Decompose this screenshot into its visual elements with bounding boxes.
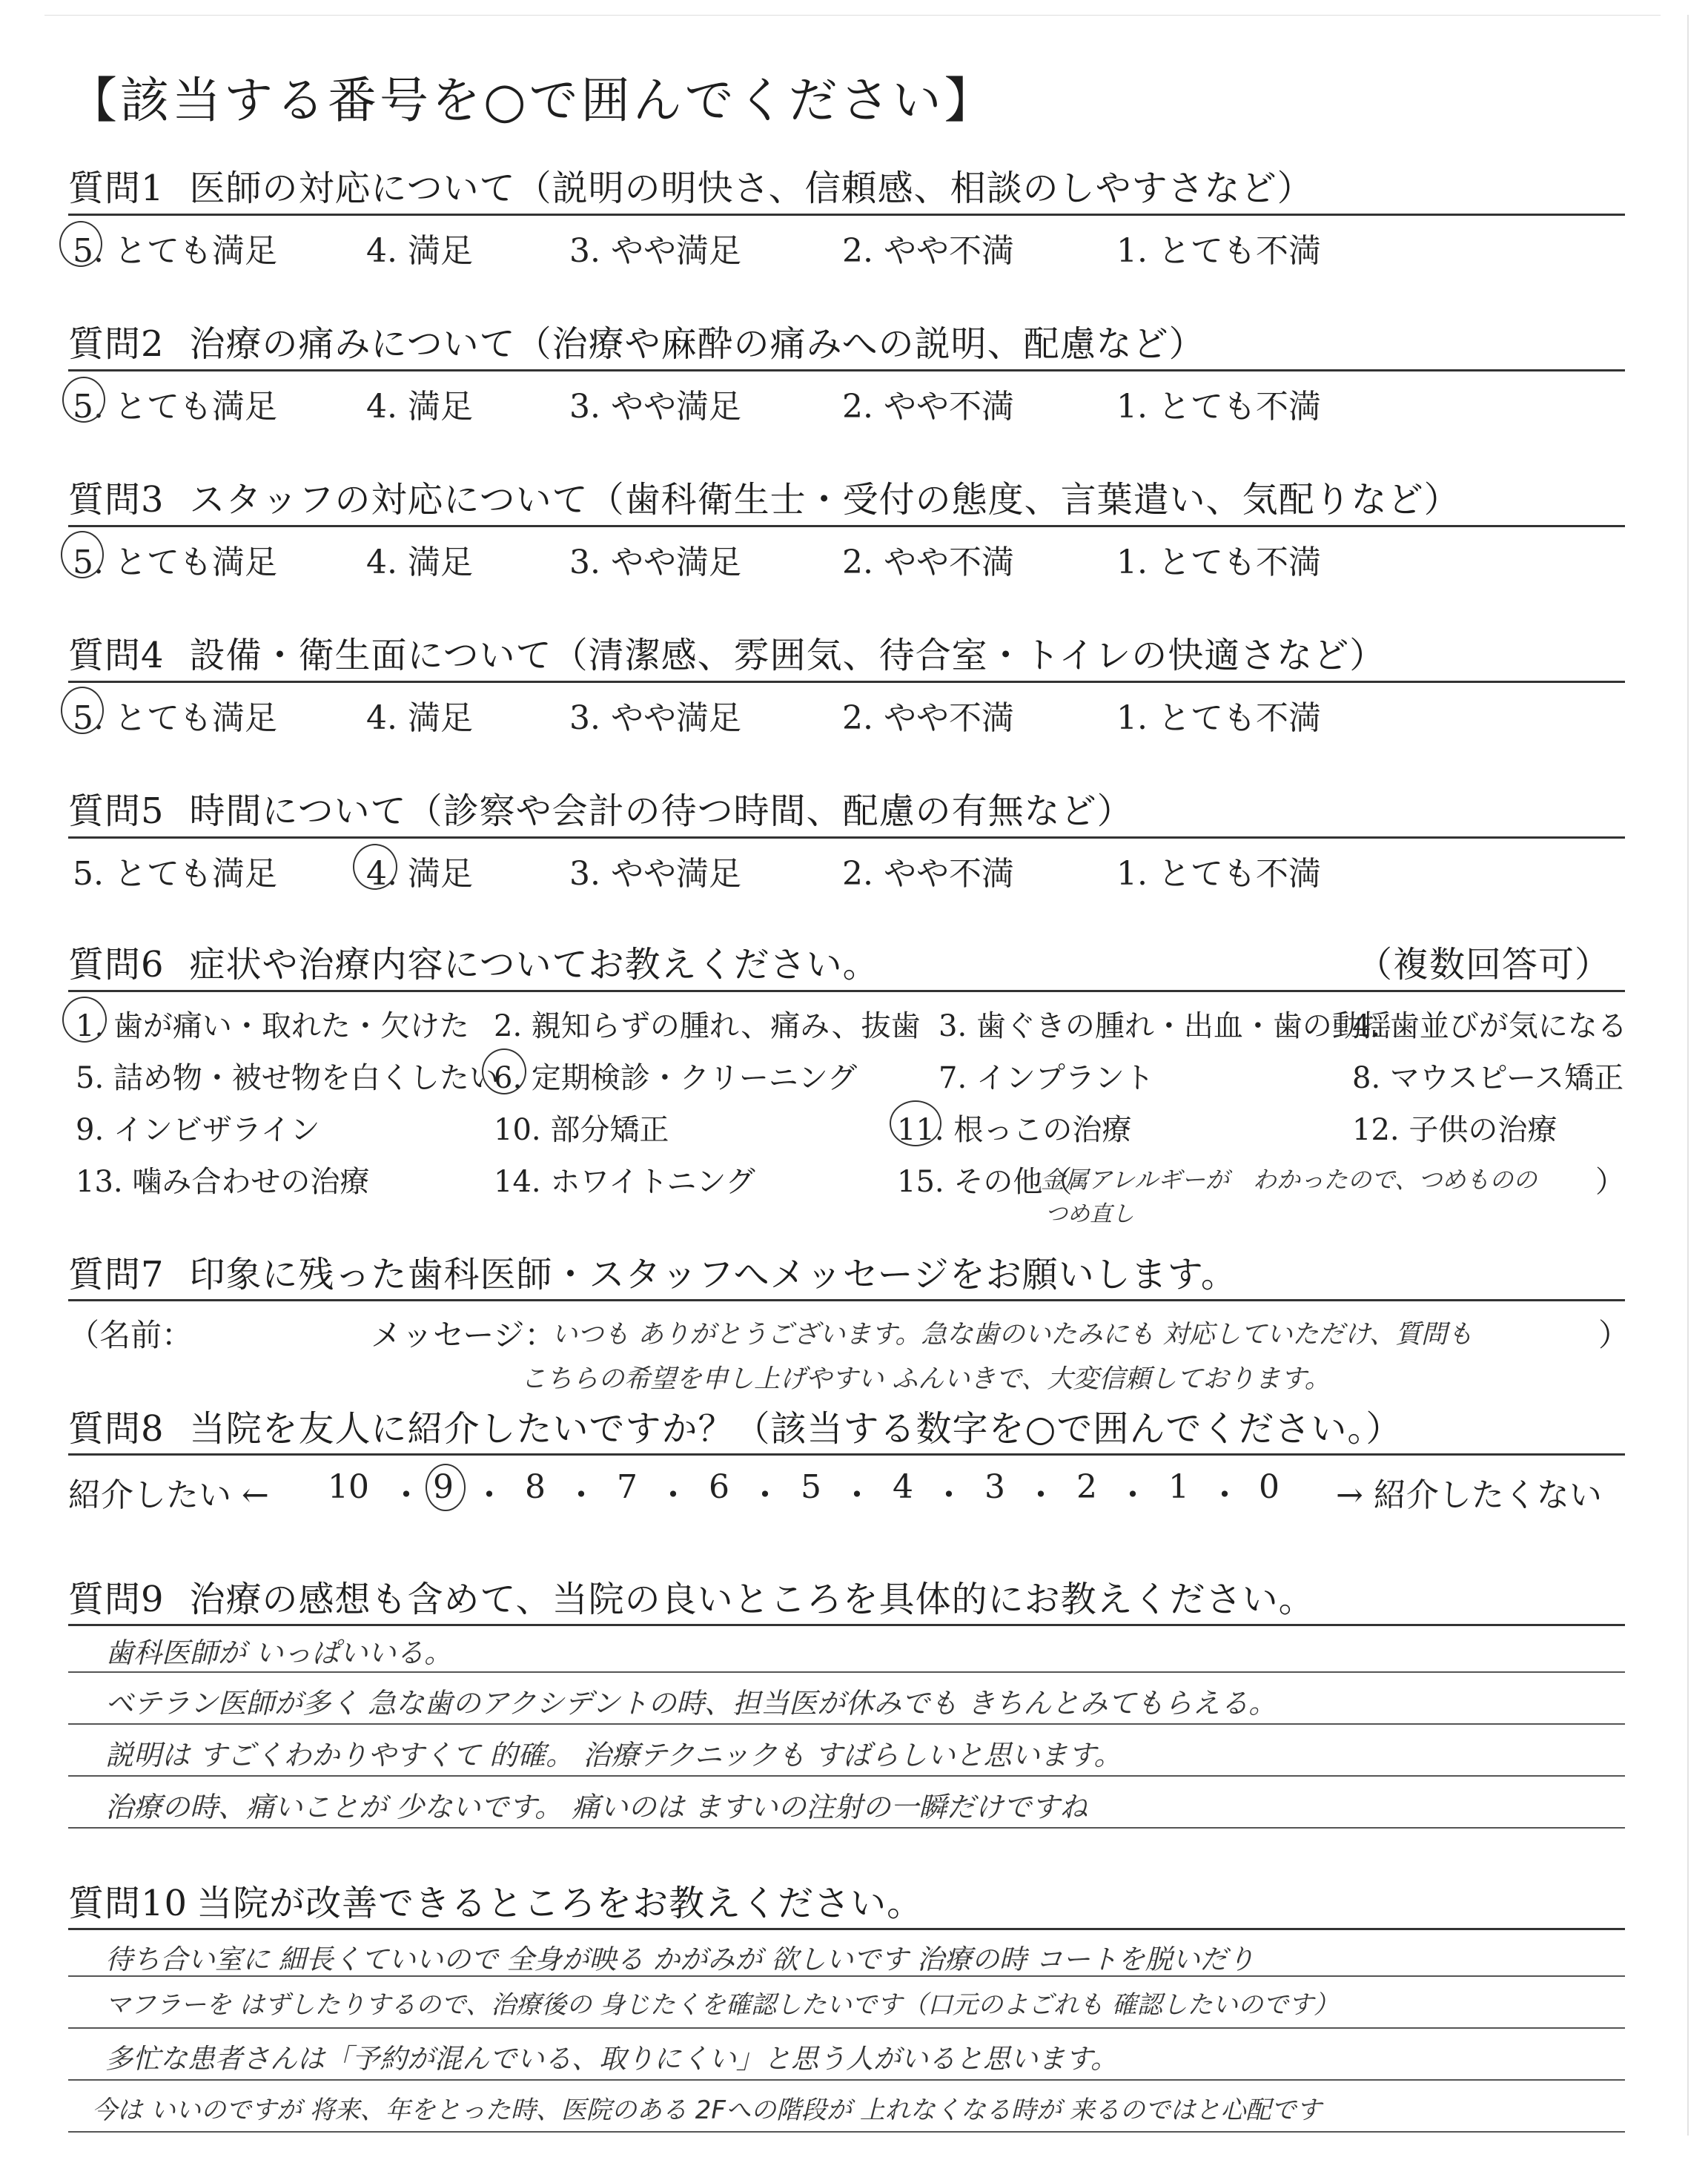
question-4-options bbox=[68, 691, 1551, 736]
question-2-text: 治療の痛みについて（治療や麻酔の痛みへの説明、配慮など） bbox=[189, 323, 1205, 365]
scale-2[interactable]: 2 bbox=[1076, 1468, 1097, 1506]
question-6-text: 症状や治療内容についてお教えください。 bbox=[189, 944, 879, 985]
question-1-heading bbox=[68, 159, 1314, 211]
scan-edge-top bbox=[44, 15, 1661, 16]
symptom-item-7[interactable]: 7. インプラント bbox=[939, 1061, 1154, 1095]
q9-answer-line-1: 歯科医師が いっぱいいる。 bbox=[105, 1636, 453, 1669]
q9-answer-line-3: 説明は すごくわかりやすくて 的確。 治療テクニックも すばらしいと思います。 bbox=[105, 1739, 1122, 1771]
symptom-item-11[interactable]: 11. 根っこの治療 bbox=[897, 1113, 1132, 1147]
scale-7[interactable]: 7 bbox=[617, 1468, 638, 1506]
scale-dot: ・ bbox=[565, 1476, 598, 1514]
q10-writing-line bbox=[68, 2079, 1625, 2081]
scale-3[interactable]: 3 bbox=[984, 1468, 1005, 1506]
question-5-number: 質問5 bbox=[68, 790, 165, 832]
q4-option-4[interactable]: 4. 満足 bbox=[366, 699, 473, 737]
question-3-options bbox=[68, 535, 1551, 580]
q9-writing-line bbox=[68, 1671, 1625, 1673]
q3-option-1[interactable]: 1. とても不満 bbox=[1116, 544, 1321, 581]
question-9-number: 質問9 bbox=[68, 1579, 165, 1620]
q7-message-handwritten-2: こちらの希望を申し上げやすい ふんいきで、大変信頼しております。 bbox=[520, 1364, 1331, 1394]
scale-dot: ・ bbox=[473, 1476, 506, 1514]
scale-9[interactable]: 9 bbox=[433, 1468, 454, 1506]
q2-option-3[interactable]: 3. やや満足 bbox=[569, 388, 741, 426]
q3-selection-circle bbox=[61, 531, 104, 578]
symptom-item-12[interactable]: 12. 子供の治療 bbox=[1352, 1113, 1558, 1147]
question-3-text: スタッフの対応について（歯科衛生士・受付の態度、言葉遣い、気配りなど） bbox=[189, 479, 1460, 521]
scale-9-selection-circle bbox=[426, 1464, 466, 1511]
q10-writing-line bbox=[68, 1975, 1625, 1977]
q7-close-paren: ） bbox=[1598, 1317, 1630, 1353]
question-9-text: 治療の感想も含めて、当院の良いところを具体的にお教えください。 bbox=[189, 1579, 1315, 1620]
q3-option-2[interactable]: 2. やや不満 bbox=[842, 544, 1014, 581]
question-4-rule bbox=[68, 681, 1625, 683]
q1-option-5[interactable]: 5. とても満足 bbox=[73, 232, 277, 270]
q10-answer-line-3: 多忙な患者さんは「予約が混んでいる、取りにくい」と思う人がいると思います。 bbox=[105, 2043, 1119, 2075]
q4-option-1[interactable]: 1. とても不満 bbox=[1116, 699, 1321, 737]
scale-6[interactable]: 6 bbox=[709, 1468, 729, 1506]
q1-selection-circle bbox=[59, 221, 102, 267]
question-1-rule bbox=[68, 214, 1625, 216]
question-2-heading bbox=[68, 315, 1205, 366]
scale-dot: ・ bbox=[841, 1476, 873, 1514]
q2-option-1[interactable]: 1. とても不満 bbox=[1116, 388, 1321, 426]
q5-option-1[interactable]: 1. とても不満 bbox=[1116, 855, 1321, 893]
q7-message-handwritten-1: いつも ありがとうございます。急な歯のいたみにも 対応していただけ、質問も bbox=[552, 1320, 1474, 1350]
page-title: 【該当する番号を○で囲んでください】 bbox=[68, 72, 996, 129]
symptom-other-handwritten-2: つめ直し bbox=[1045, 1201, 1134, 1227]
question-6-heading bbox=[68, 936, 879, 987]
symptom-item-8[interactable]: 8. マウスピース矯正 bbox=[1352, 1061, 1624, 1095]
question-8-text: 当院を友人に紹介したいですか？（該当する数字を○で囲んでください。） bbox=[189, 1408, 1403, 1450]
question-6-number: 質問6 bbox=[68, 944, 165, 985]
question-1-text: 医師の対応について（説明の明快さ、信頼感、相談のしやすさなど） bbox=[189, 168, 1314, 209]
question-9-rule bbox=[68, 1624, 1625, 1626]
symptom-item-15-other[interactable]: 15. その他（ bbox=[897, 1165, 1073, 1199]
scale-1[interactable]: 1 bbox=[1168, 1468, 1189, 1506]
q3-option-3[interactable]: 3. やや満足 bbox=[569, 544, 741, 581]
question-2-options bbox=[68, 380, 1551, 424]
question-7-rule bbox=[68, 1299, 1625, 1301]
q7-name-label: （名前： bbox=[68, 1317, 193, 1353]
scale-dot: ・ bbox=[657, 1476, 689, 1514]
q2-option-5[interactable]: 5. とても満足 bbox=[73, 388, 277, 426]
q10-answer-line-2: マフラーを はずしたりするので、治療後の 身じたくを確認したいです（口元のよごれも 確認したいのです） bbox=[105, 1990, 1339, 2020]
symptom-1-selection-circle bbox=[62, 997, 107, 1043]
scale-dot: ・ bbox=[749, 1476, 781, 1514]
q1-option-2[interactable]: 2. やや不満 bbox=[842, 232, 1014, 270]
q5-option-2[interactable]: 2. やや不満 bbox=[842, 855, 1014, 893]
question-5-heading bbox=[68, 782, 1133, 833]
question-7-number: 質問7 bbox=[68, 1254, 165, 1295]
question-6-rule bbox=[68, 990, 1625, 992]
scale-5[interactable]: 5 bbox=[801, 1468, 821, 1506]
q9-writing-line bbox=[68, 1827, 1625, 1829]
question-9-heading bbox=[68, 1571, 1315, 1622]
question-1-number: 質問1 bbox=[68, 168, 165, 209]
symptom-other-handwritten-1: 金属アレルギーが わかったので、つめものの bbox=[1041, 1166, 1537, 1194]
q1-option-3[interactable]: 3. やや満足 bbox=[569, 232, 741, 270]
q10-writing-line bbox=[68, 2027, 1625, 2029]
q1-option-1[interactable]: 1. とても不満 bbox=[1116, 232, 1321, 270]
question-7-text: 印象に残った歯科医師・スタッフへメッセージをお願いします。 bbox=[189, 1254, 1237, 1295]
question-8-number: 質問8 bbox=[68, 1408, 165, 1450]
q3-option-4[interactable]: 4. 満足 bbox=[366, 544, 473, 581]
question-2-rule bbox=[68, 369, 1625, 371]
scale-4[interactable]: 4 bbox=[893, 1468, 913, 1506]
scale-dot: ・ bbox=[1208, 1476, 1241, 1514]
question-4-text: 設備・衛生面について（清潔感、雰囲気、待合室・トイレの快適さなど） bbox=[189, 635, 1386, 676]
q1-option-4[interactable]: 4. 満足 bbox=[366, 232, 473, 270]
symptom-item-3[interactable]: 3. 歯ぐきの腫れ・出血・歯の動揺 bbox=[939, 1009, 1391, 1043]
scale-dot: ・ bbox=[1116, 1476, 1149, 1514]
q4-option-3[interactable]: 3. やや満足 bbox=[569, 699, 741, 737]
question-10-number: 質問10 bbox=[68, 1883, 188, 1924]
symptom-item-13[interactable]: 13. 噛み合わせの治療 bbox=[76, 1165, 370, 1199]
q3-option-5[interactable]: 5. とても満足 bbox=[73, 544, 277, 581]
scale-10[interactable]: 10 bbox=[328, 1468, 369, 1506]
q4-option-2[interactable]: 2. やや不満 bbox=[842, 699, 1014, 737]
q2-option-4[interactable]: 4. 満足 bbox=[366, 388, 473, 426]
scale-0[interactable]: 0 bbox=[1259, 1468, 1280, 1506]
question-10-heading bbox=[68, 1875, 923, 1926]
question-4-number: 質問4 bbox=[68, 635, 165, 676]
q2-selection-circle bbox=[62, 377, 105, 423]
question-3-rule bbox=[68, 525, 1625, 527]
question-5-rule bbox=[68, 836, 1625, 839]
q9-answer-line-4: 治療の時、痛いことが 少ないです。 痛いのは ますいの注射の一瞬だけですね bbox=[105, 1791, 1088, 1823]
symptom-item-10[interactable]: 10. 部分矯正 bbox=[494, 1113, 669, 1147]
symptom-item-2[interactable]: 2. 親知らずの腫れ、痛み、抜歯 bbox=[494, 1009, 921, 1043]
symptom-11-selection-circle bbox=[890, 1100, 941, 1146]
symptom-item-9[interactable]: 9. インビザライン bbox=[76, 1113, 320, 1147]
question-5-text: 時間について（診察や会計の待つ時間、配慮の有無など） bbox=[189, 790, 1133, 832]
scale-dot: ・ bbox=[390, 1476, 423, 1514]
question-3-heading bbox=[68, 471, 1460, 522]
q10-writing-line bbox=[68, 2131, 1625, 2133]
scale-right-label: → 紹介したくない bbox=[1336, 1476, 1602, 1514]
question-3-number: 質問3 bbox=[68, 479, 165, 521]
q5-selection-circle bbox=[353, 844, 397, 890]
symptom-6-selection-circle bbox=[482, 1048, 526, 1094]
symptom-item-14[interactable]: 14. ホワイトニング bbox=[494, 1165, 755, 1199]
question-8-rule bbox=[68, 1453, 1625, 1456]
scan-edge-right bbox=[1687, 15, 1689, 2136]
question-10-text: 当院が改善できるところをお教えください。 bbox=[196, 1883, 924, 1924]
q10-answer-line-4: 今は いいのですが 将来、年をとった時、医院のある 2Fへの階段が 上れなくなる時が 来るのではと心配です bbox=[92, 2095, 1322, 2125]
question-5-options bbox=[68, 847, 1551, 891]
scale-dot: ・ bbox=[933, 1476, 965, 1514]
scale-dot: ・ bbox=[1025, 1476, 1057, 1514]
scale-left-label: 紹介したい ← bbox=[68, 1476, 269, 1514]
symptom-item-6[interactable]: 6. 定期検診・クリーニング bbox=[494, 1061, 858, 1095]
q2-option-2[interactable]: 2. やや不満 bbox=[842, 388, 1014, 426]
scale-8[interactable]: 8 bbox=[525, 1468, 546, 1506]
q4-selection-circle bbox=[61, 687, 104, 734]
question-2-number: 質問2 bbox=[68, 323, 165, 365]
question-7-heading bbox=[68, 1246, 1237, 1297]
q5-option-5[interactable]: 5. とても満足 bbox=[73, 855, 277, 893]
q7-message-label: メッセージ： bbox=[371, 1317, 556, 1353]
q9-writing-line bbox=[68, 1775, 1625, 1777]
symptom-item-5[interactable]: 5. 詰め物・被せ物を白くしたい bbox=[76, 1061, 499, 1095]
q9-writing-line bbox=[68, 1723, 1625, 1725]
question-8-heading bbox=[68, 1400, 1402, 1451]
question-6-multiple-note: （複数回答可） bbox=[1357, 944, 1612, 985]
symptom-item-4[interactable]: 4. 歯並びが気になる bbox=[1352, 1009, 1627, 1043]
q9-answer-line-2: ベテラン医師が多く 急な歯のアクシデントの時、担当医が休みでも きちんとみてもらえる。 bbox=[105, 1687, 1277, 1720]
question-10-rule bbox=[68, 1928, 1625, 1930]
symptom-other-close-paren: ） bbox=[1595, 1165, 1625, 1199]
q10-answer-line-1: 待ち合い室に 細長くていいので 全身が映る かがみが 欲しいです 治療の時 コートを脱いだり bbox=[105, 1943, 1255, 1975]
question-1-options bbox=[68, 224, 1551, 268]
recommend-scale bbox=[68, 1468, 1632, 1513]
q4-option-5[interactable]: 5. とても満足 bbox=[73, 699, 277, 737]
q5-option-3[interactable]: 3. やや満足 bbox=[569, 855, 741, 893]
question-4-heading bbox=[68, 627, 1386, 678]
symptom-item-1[interactable]: 1. 歯が痛い・取れた・欠けた bbox=[76, 1009, 469, 1043]
q5-option-4[interactable]: 4. 満足 bbox=[366, 855, 473, 893]
